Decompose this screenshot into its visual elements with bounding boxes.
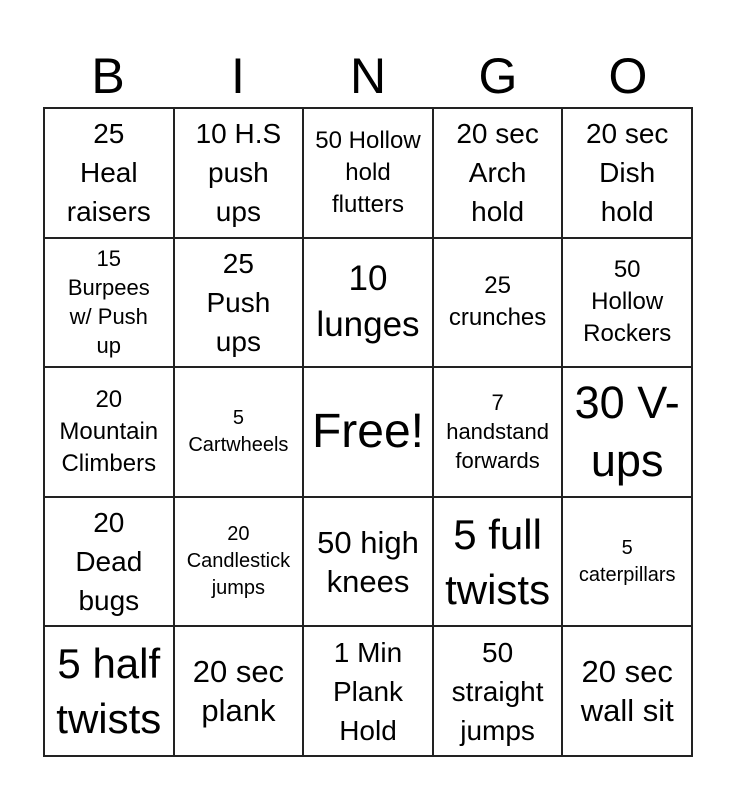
header-letter-g: G [478,48,518,104]
bingo-board [43,107,693,757]
cell-text: 1 Min Plank Hold [332,636,404,746]
bingo-cell[interactable] [562,108,692,238]
cell-text: 5 Cartwheels [188,406,289,456]
bingo-cell[interactable] [174,626,304,756]
cell-text: 50 high knees [317,524,419,599]
bingo-cell[interactable] [562,367,692,497]
bingo-cell[interactable] [303,238,433,368]
bingo-cell[interactable] [174,238,304,368]
cell-text: 50 straight jumps [451,636,544,746]
cell-text: 10 lunges [316,259,420,345]
bingo-cell[interactable] [562,626,692,756]
cell-text: 10 H.S push ups [195,118,282,228]
bingo-cell[interactable] [562,497,692,627]
header-letter-i: I [231,48,245,104]
bingo-cell[interactable] [433,626,563,756]
cell-text: 25 crunches [448,272,547,332]
bingo-cell[interactable] [433,108,563,238]
bingo-cell[interactable] [44,108,174,238]
cell-text: 30 V- ups [574,376,680,486]
cell-text: Free! [311,404,424,458]
bingo-cell[interactable] [44,238,174,368]
cell-text: 20 sec Arch hold [456,118,539,228]
bingo-cell[interactable] [44,497,174,627]
cell-text: 20 sec Dish hold [585,118,669,228]
bingo-cell[interactable] [44,367,174,497]
cell-text: 20 Candlestick jumps [186,523,291,600]
bingo-cell[interactable] [433,367,563,497]
cell-text: 5 half twists [56,640,162,743]
cell-text: 50 Hollow hold flutters [315,126,421,218]
cell-text: 5 full twists [445,510,551,613]
cell-text: 20 Dead bugs [75,507,143,617]
cell-text: 25 Heal raisers [66,118,151,228]
bingo-cell[interactable] [433,238,563,368]
cell-text: 20 Mountain Climbers [59,385,159,477]
cell-text: 15 Burpees w/ Push up [67,246,150,359]
bingo-cell-free[interactable] [303,367,433,497]
cell-text: 20 sec plank [192,654,285,729]
bingo-cell[interactable] [174,497,304,627]
header-letter-n: N [349,48,387,104]
header-letter-o: O [608,48,648,104]
bingo-cell[interactable] [174,367,304,497]
header-letter-b: B [91,48,125,104]
bingo-cell[interactable] [303,626,433,756]
cell-text: 7 handstand forwards [446,390,549,474]
bingo-cell[interactable] [562,238,692,368]
cell-text: 50 Hollow Rockers [583,256,672,348]
bingo-cell[interactable] [303,497,433,627]
cell-text: 5 caterpillars [578,536,676,586]
bingo-header [43,46,693,106]
bingo-cell[interactable] [44,626,174,756]
bingo-cell[interactable] [433,497,563,627]
cell-text: 25 Push ups [206,247,271,357]
cell-text: 20 sec wall sit [580,654,674,729]
bingo-cell[interactable] [174,108,304,238]
bingo-cell[interactable] [303,108,433,238]
